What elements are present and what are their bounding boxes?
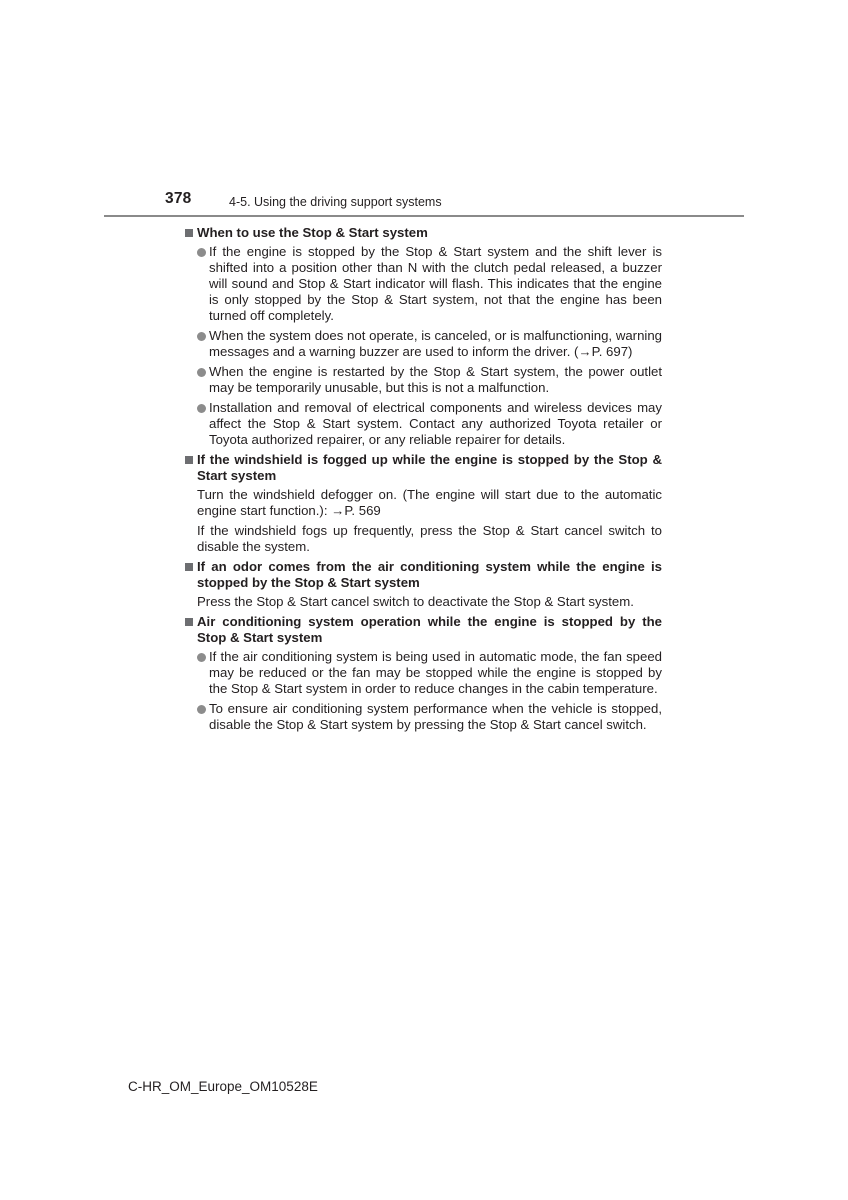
- document-code-footer: C-HR_OM_Europe_OM10528E: [128, 1079, 318, 1094]
- paragraph: If the windshield fogs up frequently, press the Stop & Start cancel switch to disable the system.: [197, 523, 662, 554]
- list-item-text: When the system does not operate, is canceled, or is malfunctioning, warning messages and a warning buzzer are used to inform the driver. (→P. 697): [209, 328, 662, 359]
- section-heading: [184, 225, 662, 241]
- section-air-conditioning-operation: [184, 614, 662, 733]
- list-item-text: When the engine is restarted by the Stop & Start system, the power outlet may be temporarily unusable, but this is not a malfunction.: [209, 364, 662, 395]
- section-heading: [184, 559, 662, 591]
- paragraph: Turn the windshield defogger on. (The engine will start due to the automatic engine start function.): →P. 569: [197, 487, 662, 518]
- list-item-text: Installation and removal of electrical components and wireless devices may affect the Stop & Start system. Contact any authorized Toyota retailer or Toyota authorized repairer, or any reliable repairer for details.: [209, 400, 662, 447]
- section-when-to-use: [184, 225, 662, 448]
- section-heading-text: If an odor comes from the air conditioning system while the engine is stopped by the Stop & Start system: [197, 559, 662, 590]
- list-item: [197, 244, 662, 324]
- section-heading-text: If the windshield is fogged up while the engine is stopped by the Stop & Start system: [197, 452, 662, 483]
- list-item: [197, 328, 662, 360]
- square-bullet-icon: [184, 452, 197, 484]
- list-item-text: To ensure air conditioning system performance when the vehicle is stopped, disable the Stop & Start system by pressing the Stop & Start cancel switch.: [209, 701, 662, 732]
- round-bullet-icon: [197, 701, 209, 733]
- section-heading: [184, 452, 662, 484]
- square-bullet-icon: [184, 559, 197, 591]
- section-air-conditioning-odor: [184, 559, 662, 610]
- round-bullet-icon: [197, 364, 209, 396]
- header-divider: [104, 215, 744, 217]
- section-heading-text: When to use the Stop & Start system: [197, 225, 428, 240]
- square-bullet-icon: [184, 614, 197, 646]
- round-bullet-icon: [197, 649, 209, 697]
- square-bullet-icon: [184, 225, 197, 241]
- list-item-text: If the engine is stopped by the Stop & Start system and the shift lever is shifted into a position other than N with the clutch pedal released, a buzzer will sound and Stop & Start indicator will flash. This indicates that the engine is only stopped by the Stop & Start system, not that the engine has been turned off completely.: [209, 244, 662, 323]
- list-item-text: If the air conditioning system is being used in automatic mode, the fan speed may be reduced or the fan may be stopped while the engine is stopped by the Stop & Start system in order to reduce changes in the cabin temperature.: [209, 649, 662, 696]
- section-heading-text: Air conditioning system operation while the engine is stopped by the Stop & Start system: [197, 614, 662, 645]
- round-bullet-icon: [197, 328, 209, 360]
- list-item: [197, 701, 662, 733]
- round-bullet-icon: [197, 244, 209, 324]
- round-bullet-icon: [197, 400, 209, 448]
- page-number: 378: [165, 190, 192, 207]
- list-item: [197, 649, 662, 697]
- page-body: [184, 225, 662, 737]
- paragraph: Press the Stop & Start cancel switch to deactivate the Stop & Start system.: [197, 594, 634, 609]
- section-heading: [184, 614, 662, 646]
- list-item: [197, 364, 662, 396]
- list-item: [197, 400, 662, 448]
- section-windshield-fogged: [184, 452, 662, 555]
- chapter-section-title: 4-5. Using the driving support systems: [229, 195, 442, 209]
